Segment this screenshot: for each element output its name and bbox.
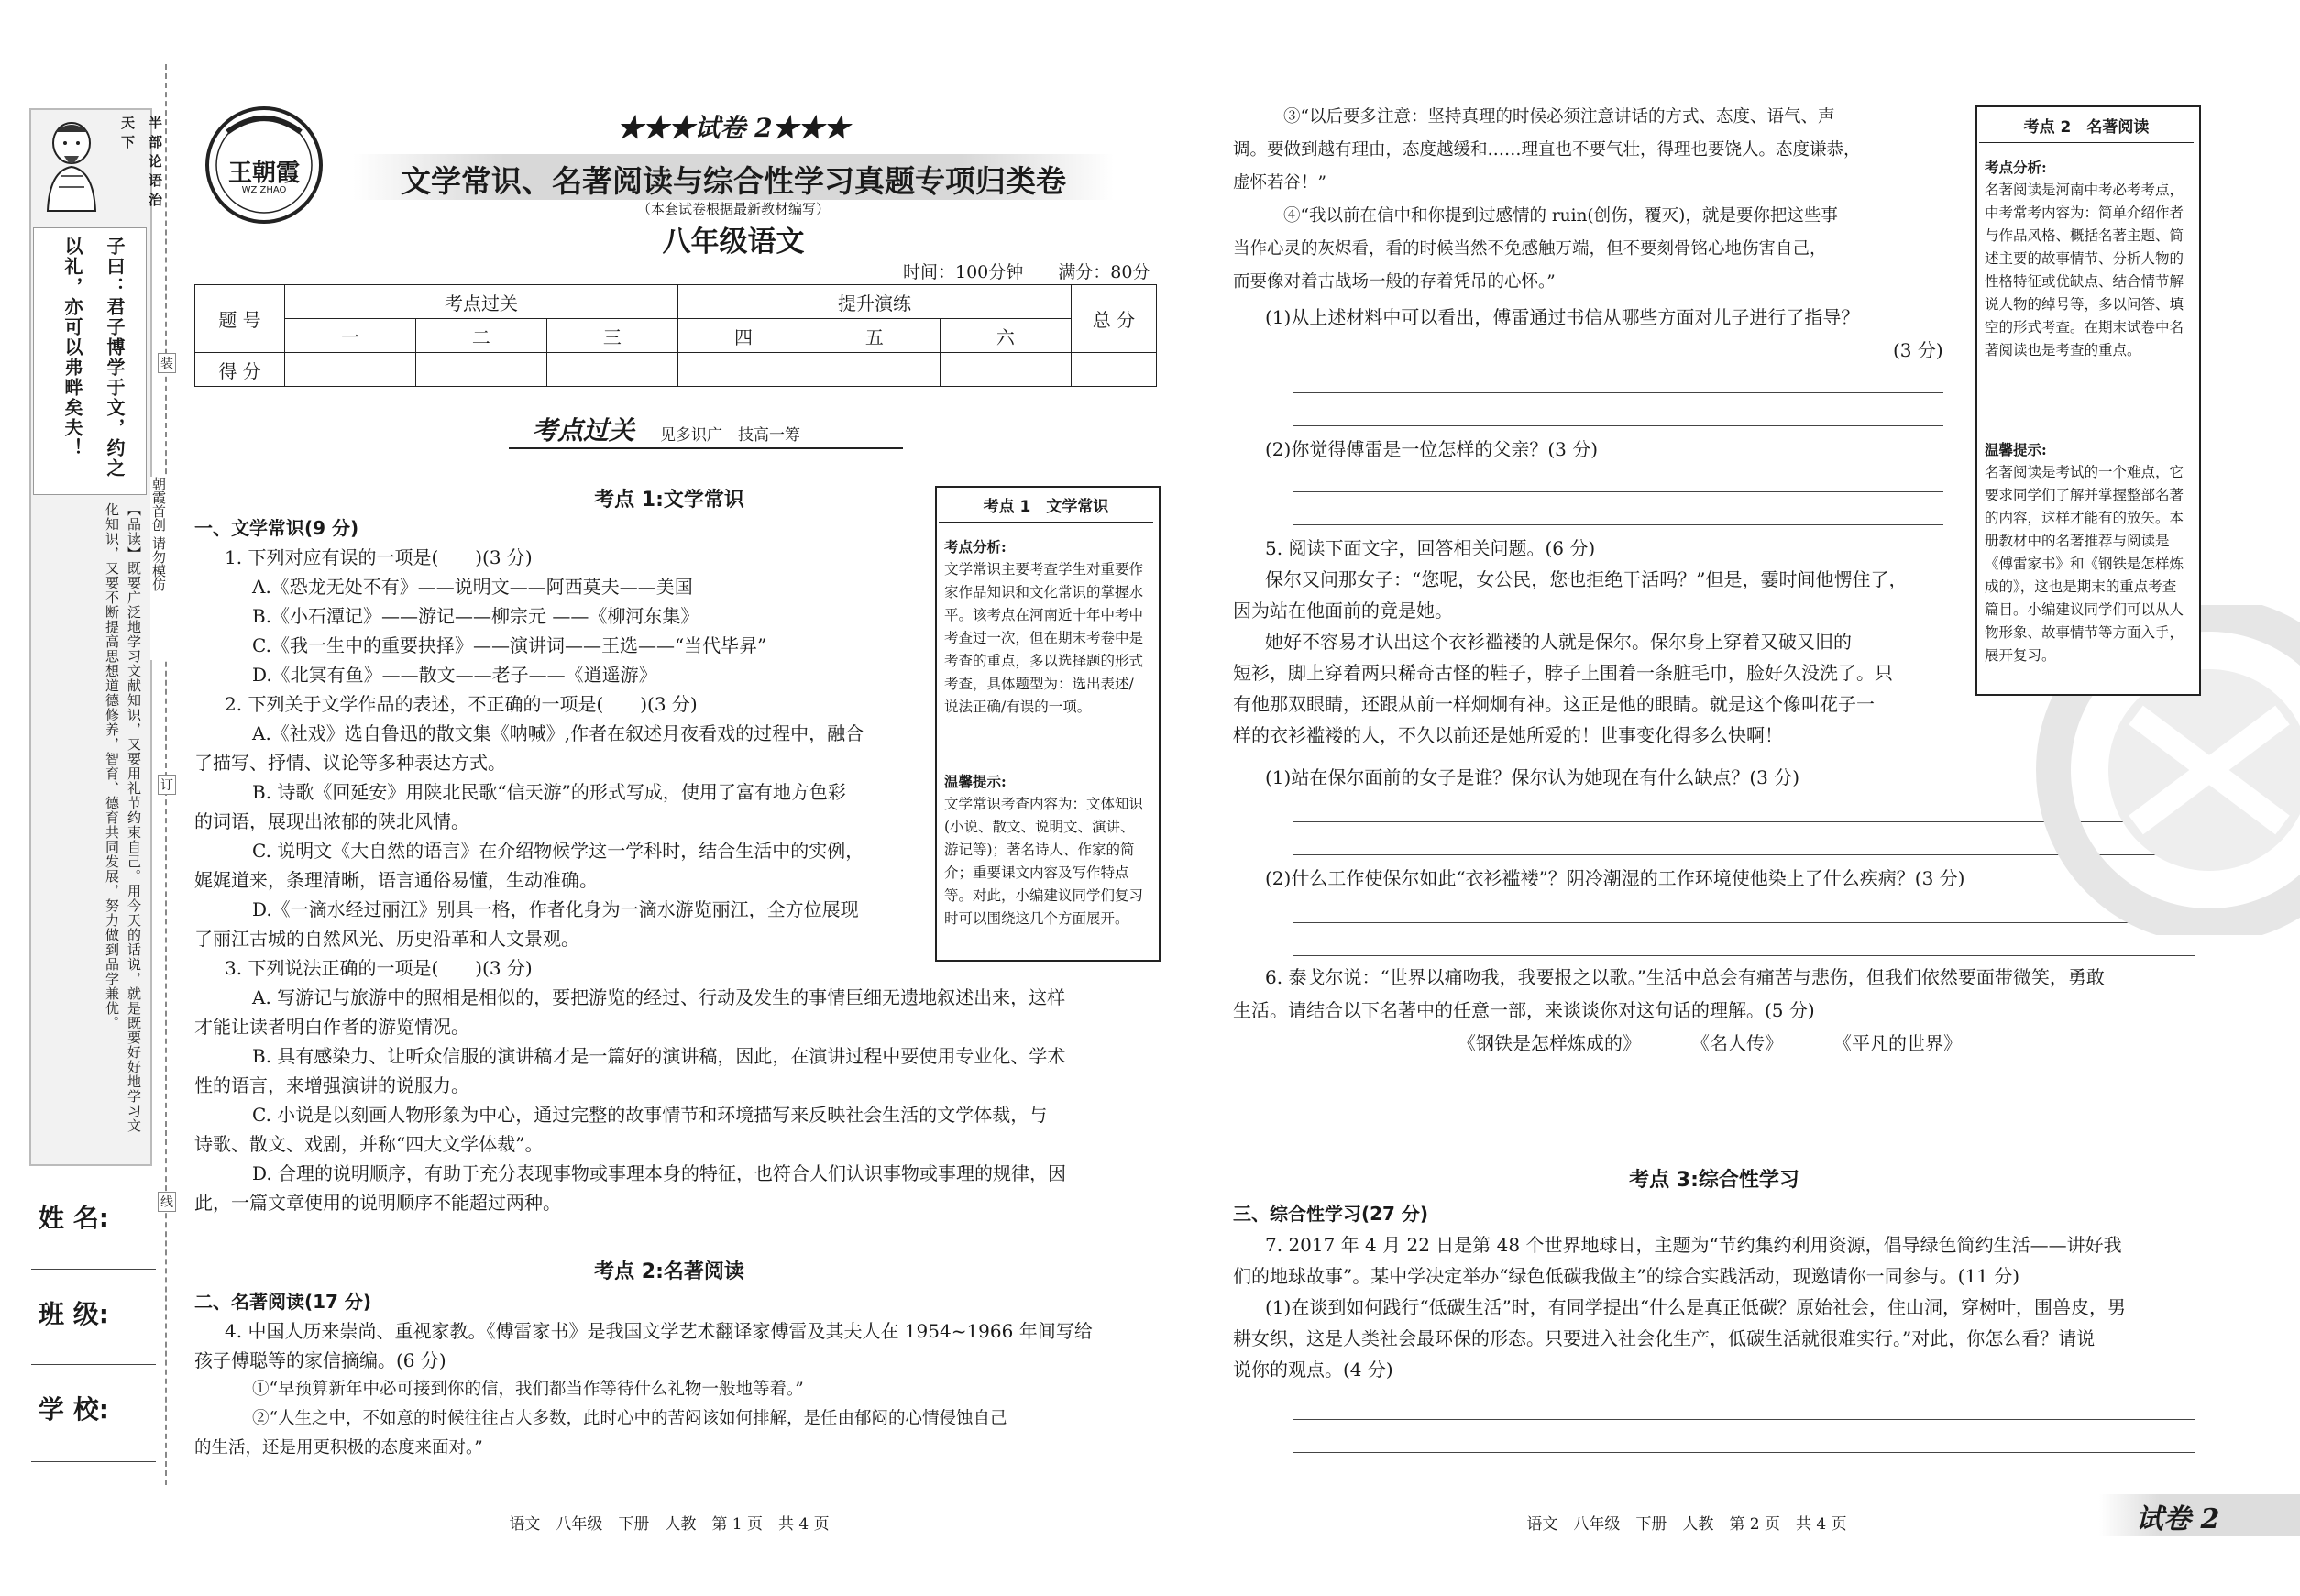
q2-stem: 2. 下列关于文学作品的表述，不正确的一项是( )(3 分) [225,693,698,715]
q4-stem: 4. 中国人历来崇尚、重视家教。《傅雷家书》是我国文学艺术翻译家傅雷及其夫人在 1954~1966 年间写给 [225,1320,1093,1342]
q2-option-c-cont: 娓娓道来，条理清晰，语言通俗易懂，生动准确。 [194,869,598,891]
score-col: 六 [940,319,1071,353]
q5-sub-2: (2)什么工作使保尔如此“衣衫褴褛”？阴冷潮湿的工作环境使他染上了什么疾病？(3 分) [1265,867,1965,889]
paper-number: ★★★试卷 2★★★ [617,113,850,143]
left-footer: 语文 八年级 下册 人教 第 1 页 共 4 页 [509,1515,830,1534]
answer-line[interactable] [1293,392,1943,393]
score-cell[interactable] [677,353,809,387]
class-field-line[interactable] [31,1364,156,1365]
q4-sub-2: (2)你觉得傅雷是一位怎样的父亲？(3 分) [1265,438,1599,460]
answer-line[interactable] [1293,1419,2195,1420]
confucius-portrait [35,116,108,216]
q5-passage-2-cont: 短衫，脚上穿着两只稀奇古怪的鞋子，脖子上围着一条脏毛巾，脸好久没洗了。只 [1233,662,1893,684]
q5-passage-1: 保尔又问那女子：“您呢，女公民，您也拒绝干活吗？”但是，霎时间他愣住了， [1265,568,1908,590]
q3-option-b[interactable]: B. 具有感染力、让听众信服的演讲稿才是一篇好的演讲稿，因此，在演讲过程中要使用专业化、学术 [252,1045,1066,1067]
answer-line[interactable] [1293,1452,2195,1453]
q1-option-d[interactable]: D.《北冥有鱼》——散文——老子——《逍遥游》 [252,664,657,686]
q4-material-3-end: 虚怀若谷！” [1233,173,1326,193]
q3-option-b-cont: 性的语言，来增强演讲的说服力。 [194,1074,469,1096]
cut-mark-text: 朝霞首创 请勿模仿 [150,477,167,660]
q4-stem-cont: 孩子傅聪等的家信摘编。(6 分) [194,1349,446,1371]
section-3-title: 三、综合性学习(27 分) [1233,1203,1429,1225]
q1-option-b[interactable]: B.《小石潭记》——游记——柳宗元 ——《柳河东集》 [252,605,699,627]
q1-option-a[interactable]: A.《恐龙无处不有》——说明文——阿西莫夫——美国 [252,576,693,598]
q3-option-d[interactable]: D. 合理的说明顺序，有助于充分表现事物或事理本身的特征，也符合人们认识事物或事理的规律，因 [252,1162,1067,1184]
tip-2-analysis-label: 考点分析: [1985,159,2047,176]
q2-option-d[interactable]: D.《一滴水经过丽江》别具一格，作者化身为一滴水游览丽江，全方位展现 [252,898,859,920]
q7-sub-1-cont: 耕女织，这是人类社会最环保的形态。只要进入社会化生产，低碳生活就很难实行。”对此，你怎么看？请说 [1233,1327,2096,1349]
tip-2-title: 考点 2 名著阅读 [1979,114,2194,143]
q3-option-c-cont: 诗歌、散文、戏剧，并称“四大文学体裁”。 [194,1133,544,1155]
tip-1-analysis: 文学常识主要考查学生对重要作家作品知识和文化常识的掌握水平。该考点在河南近十年中考中考查过一次，但在期末考卷中是考查的重点，多以选择题的形式考查，具体题型为：选出表述/说法正确/有误的一项。 [944,561,1144,715]
school-field-line[interactable] [31,1461,156,1462]
q7-sub-1-end: 说你的观点。(4 分) [1233,1359,1393,1381]
q3-option-d-cont: 此，一篇文章使用的说明顺序不能超过两种。 [194,1192,561,1214]
book-option-2: 《名人传》 [1691,1032,1783,1054]
score-row-label-2: 得 分 [195,353,285,387]
q2-option-a-cont: 了描写、抒情、议论等多种表达方式。 [194,752,506,774]
banner-title: 考点过关 [532,415,635,446]
q1-option-c[interactable]: C.《我一生中的重要抉择》——演讲词——王选——“当代毕昇” [252,634,767,656]
score-row-label: 题 号 [195,285,285,353]
score-cell[interactable] [1072,353,1157,387]
corner-badge-text: 试卷 2 [2136,1503,2220,1535]
tip-1-analysis-label: 考点分析: [944,538,1007,556]
score-cell[interactable] [940,353,1071,387]
book-option-3: 《平凡的世界》 [1833,1032,1962,1054]
paper-title: 文学常识、名著阅读与综合性学习真题专项归类卷 [401,163,1066,199]
section-1-title: 一、文学常识(9 分) [194,517,359,539]
q2-option-c[interactable]: C. 说明文《大自然的语言》在介绍物候学这一学科时，结合生活中的实例， [252,840,864,862]
q4-material-3: ③“以后要多注意：坚持真理的时候必须注意讲话的方式、态度、语气、声 [1283,107,1835,127]
kp3-title: 考点 3:综合性学习 [1629,1169,1799,1192]
q3-option-c[interactable]: C. 小说是以刻画人物形象为中心，通过完整的故事情节和环境描写来反映社会生活的文学体裁，与 [252,1104,1048,1126]
banner-sub: 见多识广 技高一筹 [660,426,800,445]
logo-sub: WZ ZHAO [241,185,287,195]
answer-line[interactable] [1293,491,1943,492]
tip-2-hint-label: 温馨提示: [1985,441,2047,458]
q2-option-a[interactable]: A.《社戏》选自鲁迅的散文集《呐喊》,作者在叙述月夜看戏的过程中，融合 [252,722,864,744]
q3-option-a-cont: 才能让读者明白作者的游览情况。 [194,1016,469,1038]
answer-line[interactable] [1293,955,2195,956]
right-footer: 语文 八年级 下册 人教 第 2 页 共 4 页 [1526,1515,1847,1534]
answer-line[interactable] [1293,524,1943,525]
q5-stem: 5. 阅读下面文字，回答相关问题。(6 分) [1265,537,1596,559]
tip-2-hint: 名著阅读是考试的一个难点，它要求同学们了解并掌握整部名著的内容，这样才能有的放矢。本册教材中的名著推荐与阅读是《傅雷家书》和《钢铁是怎样炼成的》，这也是期末的重点考查篇目。小编建议同学们可以从人物形象、故事情节等方面入手，展开复习。 [1985,464,2184,664]
q4-sub-1-score: (3 分) [1893,339,1943,361]
score-col: 五 [809,319,940,353]
q2-option-b-cont: 的词语，展现出浓郁的陕北风情。 [194,810,469,832]
score-total: 总 分 [1072,285,1157,353]
q5-passage-1-cont: 因为站在他面前的竟是她。 [1233,600,1453,622]
score-table [194,284,1157,387]
sidebar-quote-title: 半部论语治天下 [119,116,163,212]
q7-stem: 7. 2017 年 4 月 22 日是第 48 个世界地球日，主题为“节约集约利用资源，倡导绿色简约生活——讲好我 [1265,1234,2122,1256]
sidebar-pindu-text: 【品读】既要广泛地学习文献知识，又要用礼节约束自己。用今天的话说，就是既要好好地学习文化知识，又要不断提高思想道德修养，智育、德育共同发展，努力做到品学兼优。 [104,502,142,1133]
answer-line[interactable] [1293,425,1943,426]
tip-2-analysis: 名著阅读是河南中考必考考点，中考常考内容为：简单介绍作者与作品风格、概括名著主题、简述主要的故事情节、分析人物的性格特征或优缺点、结合情节解说人物的绰号等，多以问答、填空的形式考查。在期末试卷中名著阅读也是考查的重点。 [1985,182,2184,358]
q5-passage-2-cont: 样的衣衫褴褛的人，不久以前还是她所爱的！世事变化得多么快啊！ [1233,724,1783,746]
book-option-1: 《钢铁是怎样炼成的》 [1458,1032,1641,1054]
school-label: 学 校: [39,1394,109,1425]
cut-char-xian: 线 [158,1192,176,1212]
cut-char-zhuang: 装 [158,353,176,373]
q4-material-1: ①“早预算新年中必可接到你的信，我们都当作等待什么礼物一般地等着。” [252,1380,804,1399]
tip-1-title: 考点 1 文学常识 [939,493,1153,523]
time-info: 时间：100分钟 满分：80分 [903,262,1150,282]
q4-sub-1: (1)从上述材料中可以看出，傅雷通过书信从哪些方面对儿子进行了指导？ [1265,306,1860,328]
q5-sub-1: (1)站在保尔面前的女子是谁？保尔认为她现在有什么缺点？(3 分) [1265,766,1800,788]
q3-option-a[interactable]: A. 写游记与旅游中的照相是相似的，要把游览的经过、行动及发生的事情巨细无遗地叙述出来，这样 [252,986,1066,1008]
score-group-1: 考点过关 [285,285,678,319]
name-field-line[interactable] [31,1269,156,1270]
section-2-title: 二、名著阅读(17 分) [194,1291,372,1313]
q4-material-2: ②“人生之中，不如意的时候往往占大多数，此时心中的苦闷该如何排解，是任由郁闷的心情侵蚀自己 [252,1409,1007,1428]
score-cell[interactable] [415,353,546,387]
q4-material-4: ④“我以前在信中和你提到过感情的 ruin(创伤，覆灭)，就是要你把这些事 [1283,206,1838,226]
q6-stem-cont: 生活。请结合以下名著中的任意一部，来谈谈你对这句话的理解。(5 分) [1233,999,1815,1021]
paper-subtitle: （本套试卷根据最新教材编写） [636,201,830,217]
score-cell[interactable] [809,353,940,387]
score-col: 三 [546,319,677,353]
tip-1-hint: 文学常识考查内容为：文体知识(小说、散文、说明文、演讲、游记等)；著名诗人、作家的简介；重要课文内容及写作特点等。对此，小编建议同学们复习时可以围绕这几个方面展开。 [944,796,1144,927]
logo-text: 王朝霞 [227,160,300,187]
q4-material-4-end: 而要像对着古战场一般的存着凭吊的心怀。” [1233,272,1556,292]
q2-option-b[interactable]: B. 诗歌《回延安》用陕北民歌“信天游”的形式写成，使用了富有地方色彩 [252,781,846,803]
q5-passage-2: 她好不容易才认出这个衣衫褴褛的人就是保尔。保尔身上穿着又破又旧的 [1265,631,1852,653]
q7-sub-1: (1)在谈到如何践行“低碳生活”时，有同学提出“什么是真正低碳？原始社会，住山洞，穿树叶，围兽皮，男 [1265,1296,2127,1318]
q4-material-2-cont: 的生活，还是用更积极的态度来面对。” [194,1438,483,1458]
name-label: 姓 名: [39,1203,109,1233]
kp2-title: 考点 2:名著阅读 [594,1260,744,1283]
score-col: 一 [285,319,416,353]
q4-material-3-cont: 调。要做到越有理由，态度越缓和……理直也不要气壮，得理也要饶人。态度谦恭， [1233,140,1861,160]
q4-material-4-cont: 当作心灵的灰烬看，看的时候当然不免感触万端，但不要刻骨铭心地伤害自己， [1233,239,1827,259]
q5-passage-2-cont: 有他那双眼睛，还跟从前一样炯炯有神。这正是他的眼睛。就是这个像叫花子一 [1233,693,1875,715]
score-col: 四 [677,319,809,353]
score-col: 二 [415,319,546,353]
q6-stem: 6. 泰戈尔说：“世界以痛吻我，我要报之以歌。”生活中总会有痛苦与悲伤，但我们依然要面带微笑，勇敢 [1265,966,2105,988]
class-label: 班 级: [39,1299,109,1329]
kp1-title: 考点 1:文学常识 [594,489,744,512]
score-cell[interactable] [285,353,416,387]
q1-stem: 1. 下列对应有误的一项是( )(3 分) [225,546,533,568]
tip-1-hint-label: 温馨提示: [944,773,1007,790]
cut-char-ding: 订 [158,775,176,795]
score-group-2: 提升演练 [677,285,1071,319]
sidebar-quote-text: 子曰：君子博学于文，约之以礼，亦可以弗畔矣夫！ [61,237,126,479]
q2-option-d-cont: 了丽江古城的自然风光、历史沿革和人文景观。 [194,928,579,950]
score-cell[interactable] [546,353,677,387]
q3-stem: 3. 下列说法正确的一项是( )(3 分) [225,957,533,979]
q7-stem-cont: 们的地球故事”。某中学决定举办“绿色低碳我做主”的综合实践活动，现邀请你一同参与。(11 分) [1233,1265,2020,1287]
grade-title: 八年级语文 [662,226,805,259]
